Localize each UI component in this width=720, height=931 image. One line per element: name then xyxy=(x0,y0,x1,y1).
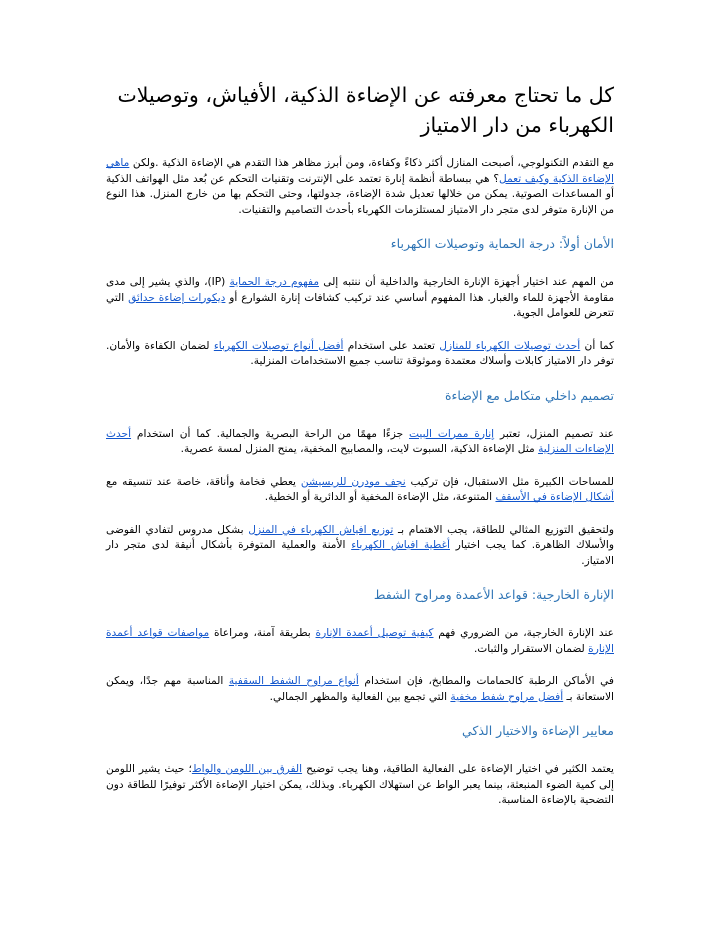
design-paragraph-corridors xyxy=(106,427,614,458)
design-paragraph-chandeliers xyxy=(106,475,614,506)
text: ؟ هي ببساطة أنظمة إنارة تعتمد على الإنترنت وتقنيات التحكم عن بُعد مثل الهواتف الذكية أو المساعدات الصوتية. يمكن من خلالها تعديل شدة الإضاءة، جدولتها، وحتى التحكم بها من خارج المنزل. هذا النوع من الإنارة متوفر لدى متجر دار الامتياز لمستلزمات الكهرباء بأحدث التصاميم والتقنيات. xyxy=(106,172,614,216)
text: مع التقدم التكنولوجي، أصبحت المنازل أكثر ذكاءً وكفاءة، ومن أبرز مظاهر هذا التقدم هي الإضاءة الذكية .ولكن xyxy=(129,157,614,169)
text: من المهم عند اختيار أجهزة الإنارة الخارجية والداخلية أن ننتبه إلى xyxy=(319,276,614,288)
text: (IP)، والذي يشير إلى مدى مقاومة الأجهزة للماء والغبار. هذا المفهوم أساسي عند تركيب كشافات إنارة الشوارع أو xyxy=(106,276,614,304)
text: يعطي فخامة وأناقة، خاصة عند تنسيقه مع xyxy=(106,475,301,488)
text: ولتحقيق التوزيع المثالي للطاقة، يجب الاهتمام بـ xyxy=(393,523,614,536)
design-paragraph-sockets xyxy=(106,523,614,570)
link-socket-covers[interactable]: أغطية افياش الكهرباء xyxy=(351,539,450,551)
link-lumen-vs-watt[interactable]: الفرق بين اللومن والواط xyxy=(191,763,303,775)
link-ceiling-exhaust-fans[interactable]: أنواع مراوح الشفط السقفية xyxy=(228,675,359,687)
text: المتنوعة، مثل الإضاءة المخفية أو الدائرية أو الخطية. xyxy=(264,491,496,503)
text: يعتمد الكثير في اختيار الإضاءة على الفعالية الطاقية، وهنا يجب توضيح xyxy=(302,763,615,775)
text: عند تصميم المنزل، تعتبر xyxy=(494,427,614,440)
link-pole-connection[interactable]: كيفية توصيل أعمدة الإنارة xyxy=(315,627,434,639)
link-pole-base-specs[interactable]: مواصفات قواعد أعمدة الإنارة xyxy=(106,627,614,655)
text: التي تتعرض للعوامل الجوية. xyxy=(106,291,614,319)
text: مثل الإضاءة الذكية، السبوت لايت، والمصابيح المخفية، يمنح المنزل لمسة عصرية. xyxy=(180,443,539,455)
intro-paragraph xyxy=(106,156,614,218)
link-garden-lighting-decor[interactable]: ديكورات إضاءة حدائق xyxy=(128,291,226,304)
text: في الأماكن الرطبة كالحمامات والمطابخ، فإن استخدام xyxy=(358,675,614,687)
link-what-is-smart-lighting[interactable]: ماهي الإضاءة الذكية وكيف تعمل xyxy=(106,157,614,185)
link-best-wiring-types[interactable]: أفضل أنواع توصيلات الكهرباء xyxy=(213,339,344,352)
outdoor-paragraph-fans xyxy=(106,674,614,705)
outdoor-paragraph-poles xyxy=(106,626,614,657)
link-modern-chandelier[interactable]: نجف مودرن للريسيشن xyxy=(300,475,406,488)
text: بشكل مدروس لتفادي الفوضى والأسلاك الظاهرة. كما يجب اختيار xyxy=(106,523,614,551)
text: بطريقة آمنة، ومراعاة xyxy=(209,627,316,639)
document-title: كل ما تحتاج معرفته عن الإضاءة الذكية، الأفياش، وتوصيلات الكهرباء من دار الامتياز xyxy=(117,83,614,137)
text: عند الإنارة الخارجية، من الضروري فهم xyxy=(433,627,614,639)
section-heading-criteria: معايير الإضاءة والاختيار الذكي xyxy=(461,723,614,738)
link-ceiling-lighting-shapes[interactable]: أشكال الإضاءة في الأسقف xyxy=(495,491,614,503)
criteria-paragraph-lumen xyxy=(106,762,614,809)
text: لضمان الكفاءة والأمان. توفر دار الامتياز كابلات وأسلاك معتمدة وموثوقة تناسب جميع الاستخدامات المنزلية. xyxy=(106,339,614,367)
link-hidden-exhaust-fans[interactable]: أفضل مراوح شفط مخفية xyxy=(450,690,564,703)
link-latest-home-lights[interactable]: أحدث الإضاءات المنزلية xyxy=(106,427,614,455)
section-heading-safety: الأمان أولاً: درجة الحماية وتوصيلات الكهرباء xyxy=(390,236,614,251)
section-heading-design: تصميم داخلي متكامل مع الإضاءة xyxy=(445,387,614,403)
link-corridor-lighting[interactable]: إنارة ممرات البيت xyxy=(409,427,495,440)
link-socket-distribution[interactable]: توزيع افياش الكهرباء في المنزل xyxy=(248,523,394,536)
link-protection-degree[interactable]: مفهوم درجة الحماية xyxy=(229,276,319,288)
link-latest-home-wiring[interactable]: أحدث توصيلات الكهرباء للمنازل xyxy=(439,339,581,352)
text: جزءًا مهمًا من الراحة البصرية والجمالية. كما أن استخدام xyxy=(131,427,410,440)
text: كما أن xyxy=(580,339,614,352)
text: التي تجمع بين الفعالية والمظهر الجمالي. xyxy=(269,690,451,703)
text: المناسبة مهم جدًا، ويمكن الاستعانة بـ xyxy=(106,675,614,703)
safety-paragraph-protection xyxy=(106,275,614,322)
text: الأمنة والعملية المتوفرة بأشكال أنيقة لدى متجر دار الامتياز. xyxy=(106,539,614,567)
text: للمساحات الكبيرة مثل الاستقبال، فإن تركيب xyxy=(405,475,614,488)
safety-paragraph-wiring xyxy=(106,339,614,370)
text: لضمان الاستقرار والثبات. xyxy=(473,642,589,655)
text: ؛ حيث يشير اللومن إلى كمية الضوء المنبعثة، بينما يعبر الواط عن استهلاك الكهرباء. وبذلك، يمكن اختيار الإضاءة الأكثر توفيرًا للطاقة دون التضحية بالإضاءة المناسبة. xyxy=(106,763,614,806)
text: تعتمد على استخدام xyxy=(343,339,440,352)
section-heading-outdoor: الإنارة الخارجية: قواعد الأعمدة ومراوح الشفط xyxy=(373,587,614,602)
